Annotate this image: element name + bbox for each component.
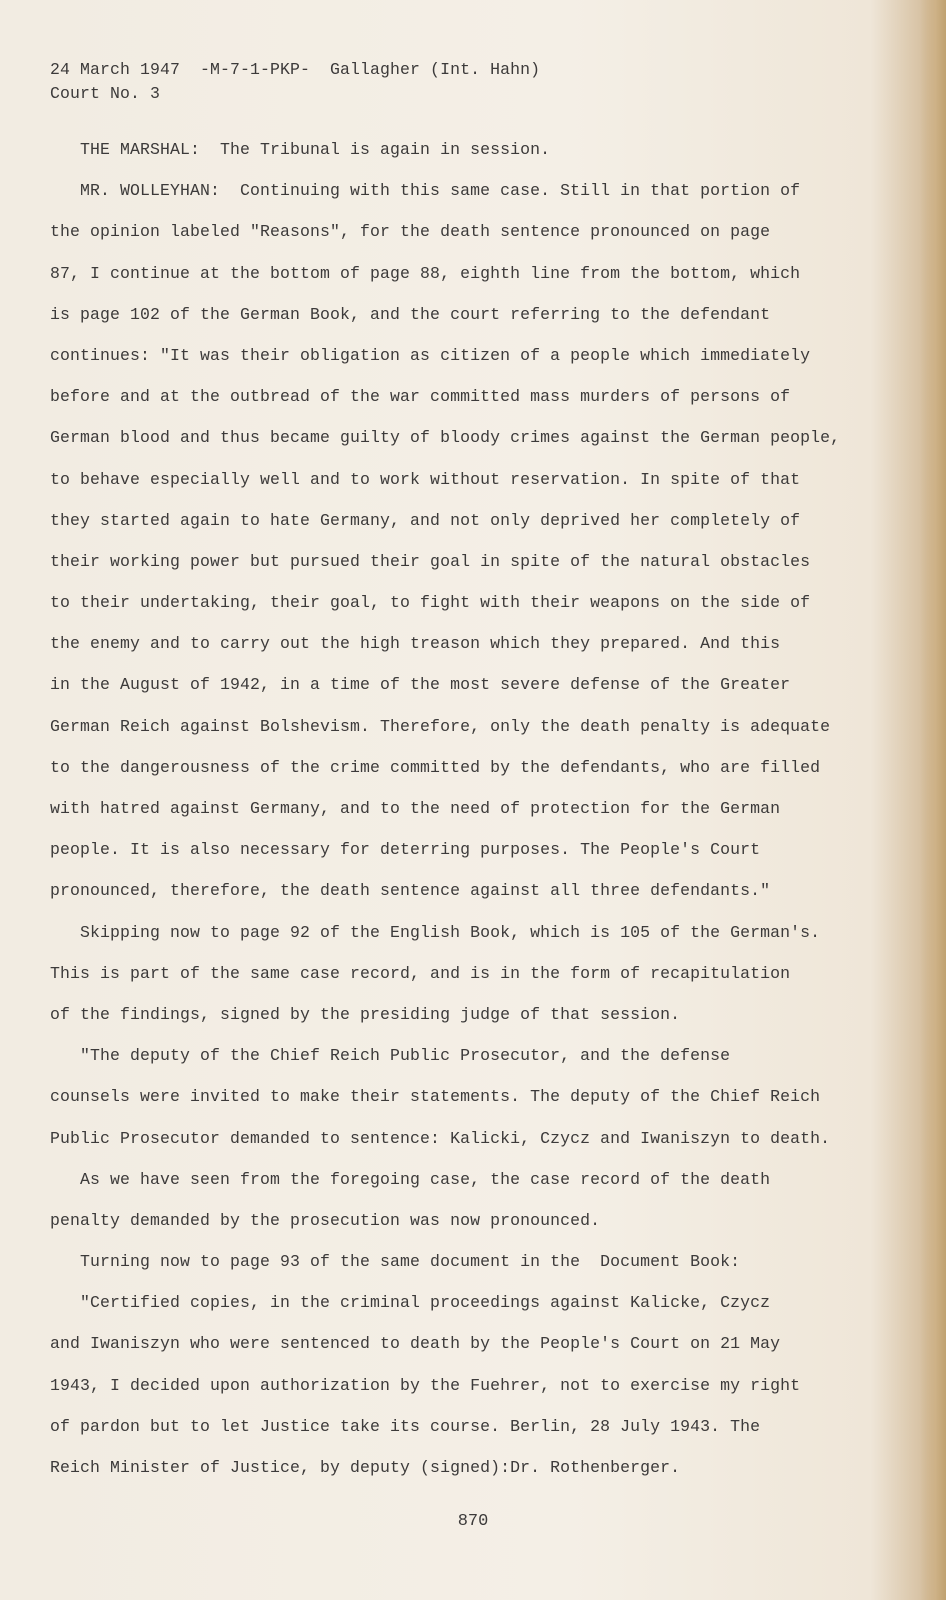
text-line: their working power but pursued their goal in spite of the natural obstacles <box>50 551 811 571</box>
text-line: As we have seen from the foregoing case, the case record of the death <box>50 1169 771 1189</box>
text-line: people. It is also necessary for deterring purposes. The People's Court <box>50 840 761 860</box>
text-line: This is part of the same case record, and is in the form of recapitulation <box>50 963 791 983</box>
text-line: MR. WOLLEYHAN: Continuing with this same case. Still in that portion of <box>50 181 801 201</box>
text-line: in the August of 1942, in a time of the most severe defense of the Greater <box>50 675 791 695</box>
text-line: "Certified copies, in the criminal proceedings against Kalicke, Czycz <box>50 1293 771 1313</box>
text-line: of pardon but to let Justice take its course. Berlin, 28 July 1943. The <box>50 1416 761 1436</box>
page-edge-shadow <box>920 0 946 1600</box>
text-line: before and at the outbread of the war committed mass murders of persons of <box>50 387 791 407</box>
text-line: and Iwaniszyn who were sentenced to death by the People's Court on 21 May <box>50 1334 781 1354</box>
text-line: pronounced, therefore, the death sentence against all three defendants." <box>50 881 771 901</box>
text-line: to the dangerousness of the crime committed by the defendants, who are filled <box>50 757 821 777</box>
text-line: THE MARSHAL: The Tribunal is again in session. <box>50 140 551 159</box>
text-line: Reich Minister of Justice, by deputy (signed):Dr. Rothenberger. <box>50 1458 681 1477</box>
transcript-text <box>50 58 880 1488</box>
text-line: of the findings, signed by the presiding judge of that session. <box>50 1004 681 1024</box>
text-line: to their undertaking, their goal, to fight with their weapons on the side of <box>50 593 811 613</box>
header-line-2: Court No. 3 <box>50 84 161 103</box>
text-line: German Reich against Bolshevism. Therefore, only the death penalty is adequate <box>50 716 831 736</box>
text-line: penalty demanded by the prosecution was now pronounced. <box>50 1210 601 1230</box>
text-line: 87, I continue at the bottom of page 88, eighth line from the bottom, which <box>50 263 801 283</box>
text-line: they started again to hate Germany, and not only deprived her completely of <box>50 510 801 530</box>
header-line-1: 24 March 1947 -M-7-1-PKP- Gallagher (Int. Hahn) <box>50 60 541 79</box>
text-line: the opinion labeled "Reasons", for the death sentence pronounced on page <box>50 222 771 242</box>
text-line: counsels were invited to make their statements. The deputy of the Chief Reich <box>50 1087 821 1107</box>
text-line: with hatred against Germany, and to the need of protection for the German <box>50 799 781 818</box>
text-line: "The deputy of the Chief Reich Public Prosecutor, and the defense <box>50 1046 731 1066</box>
text-line: Public Prosecutor demanded to sentence: Kalicki, Czycz and Iwaniszyn to death. <box>50 1128 831 1148</box>
text-line: 1943, I decided upon authorization by the Fuehrer, not to exercise my right <box>50 1375 801 1395</box>
text-line: the enemy and to carry out the high treason which they prepared. And this <box>50 634 781 654</box>
text-line: Skipping now to page 92 of the English Book, which is 105 of the German's. <box>50 922 821 942</box>
text-line: to behave especially well and to work without reservation. In spite of that <box>50 469 801 489</box>
text-line: Turning now to page 93 of the same document in the Document Book: <box>50 1252 741 1272</box>
text-line: German blood and thus became guilty of bloody crimes against the German people, <box>50 428 841 448</box>
text-line: continues: "It was their obligation as citizen of a people which immediately <box>50 345 811 365</box>
page-number: 870 <box>457 1512 489 1531</box>
transcript-body <box>50 129 880 1488</box>
text-line: is page 102 of the German Book, and the court referring to the defendant <box>50 304 771 324</box>
